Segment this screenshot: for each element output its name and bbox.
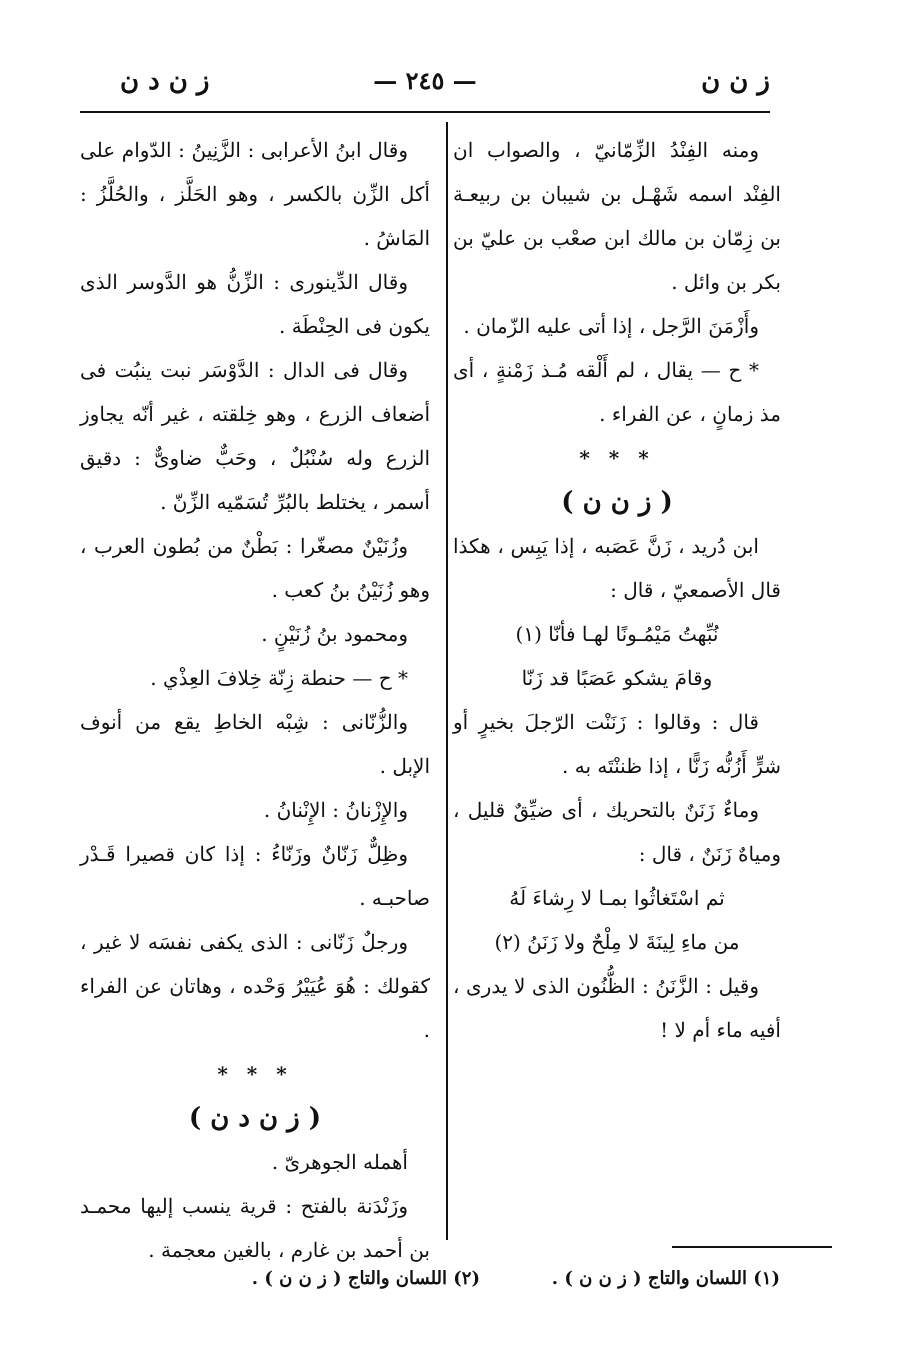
header-rule: [80, 111, 770, 113]
footnote-1: (١) اللسان والتاج ( ز ن ن ) .: [551, 1268, 780, 1289]
paragraph: وماءٌ زَنَنٌ بالتحريك ، أى ضيِّقٌ قليل ، ومياهٌ زَنَنٌ ، قال :: [453, 798, 781, 866]
verse-line: وقامَ يشكو عَصَبًا قد زَنّا: [521, 666, 713, 690]
paragraph: وقال فى الدال : الدَّوْسَر نبت ينبُت فى أضعاف الزرع ، وهو خِلقته ، غير أنّه يجاوز الزرع وله سُنْبُلٌ ، وحَبٌّ ضاوىٌّ : دقيق أسمر ، يختلط بالبُرِّ تُسَمّيه الزِّنّ .: [80, 358, 430, 514]
paragraph: ابن دُريد ، زَنَّ عَصَبه ، إذا يَبِس ، هكذا قال الأصمعيّ ، قال :: [453, 534, 781, 602]
verse-line: من ماءِ لِينَةَ لا مِلْحٌ ولا زَنَنُ (٢): [494, 930, 740, 954]
paragraph: وقيل : الزَّنَنُ : الظُّنُون الذى لا يدرى ، أفيه ماء أم لا !: [453, 974, 781, 1042]
paragraph: ورجلٌ زَنّانى : الذى يكفى نفسَه لا غير ، كقولك : هُوَ عُيَيْرُ وَحْده ، وهاتان عن الفراء .: [80, 930, 430, 1042]
paragraph: ومنه الفِنْدُ الزِّمّانيّ ، والصواب ان الفِنْد اسمه شَهْـل بن شيبان بن ربيعـة بن زِمّان بن مالك ابن صعْب بن عليّ بن بكر بن وائل .: [453, 138, 781, 294]
paragraph: قال : وقالوا : زَنَنْت الرّجلَ بخيرٍ أو شرٍّ أَزُنُّه زَنًّا ، إذا ظننْتَه به .: [453, 710, 781, 778]
paragraph: * ح — حنطة زِنّة خِلافَ العِذْي .: [150, 666, 408, 690]
column-divider: [446, 122, 448, 1240]
right-column: [453, 128, 781, 1052]
footnote-rule: [672, 1246, 832, 1248]
paragraph: ومحمود بنُ زُنَيْنٍ .: [261, 622, 408, 646]
page-number: — ٢٤٥ —: [373, 66, 477, 95]
section-separator: * * *: [217, 1062, 293, 1086]
paragraph: وزَنْدَنة بالفتح : قرية ينسب إليها محمـد بن أحمد بن غارم ، بالغين معجمة .: [80, 1194, 430, 1262]
paragraph: وظِلٌّ زَنّانٌ وزَنّاءُ : إذا كان قصيرا قَـدْر صاحبـه .: [80, 842, 430, 910]
footnote-2: (٢) اللسان والتاج ( ز ن ن ) .: [251, 1268, 480, 1289]
paragraph: أهمله الجوهرىّ .: [271, 1150, 408, 1174]
paragraph: والإِزْنانُ : الإِنْنانُ .: [263, 798, 408, 822]
paragraph: وقال ابنُ الأعرابى : الزَّنِينُ : الدّوام على أكل الزِّن بالكسر ، وهو الحَلَّز ، والحُلَّزُ : المَاشُ .: [80, 138, 430, 250]
running-head-left: ز ن د ن: [120, 66, 210, 96]
section-separator: * * *: [579, 446, 655, 470]
running-head-right: ز ن ن: [701, 66, 770, 96]
left-column: [80, 128, 430, 1272]
paragraph: وزُنَيْنٌ مصغّرا : بَطْنٌ من بُطون العرب ، وهو زُنَيْنُ بنُ كعب .: [80, 534, 430, 602]
verse-line: نُبِّهتُ مَيْمُـونًا لهـا فأنّا (١): [515, 622, 719, 646]
paragraph: * ح — يقال ، لم أَلْقه مُـذ زَمْنةٍ ، أى مذ زمانٍ ، عن الفراء .: [453, 358, 781, 426]
paragraph: وقال الدِّينورى : الزِّنُّ هو الدَّوسر الذى يكون فى الحِنْطَة .: [80, 270, 430, 338]
verse-line: ثم اسْتَغاثُوا بمـا لا رِشاءَ لَهُ: [509, 886, 725, 910]
paragraph: وأَزْمَنَ الرَّجل ، إذا أتى عليه الزّمان .: [463, 314, 759, 338]
paragraph: والزُّنّانى : شِبْه الخاطِ يقع من أنوف الإبل .: [80, 710, 430, 778]
page-header: [80, 66, 770, 106]
entry-heading: ( ز ن ن ): [561, 487, 673, 517]
entry-heading: ( ز ن د ن ): [188, 1103, 322, 1133]
